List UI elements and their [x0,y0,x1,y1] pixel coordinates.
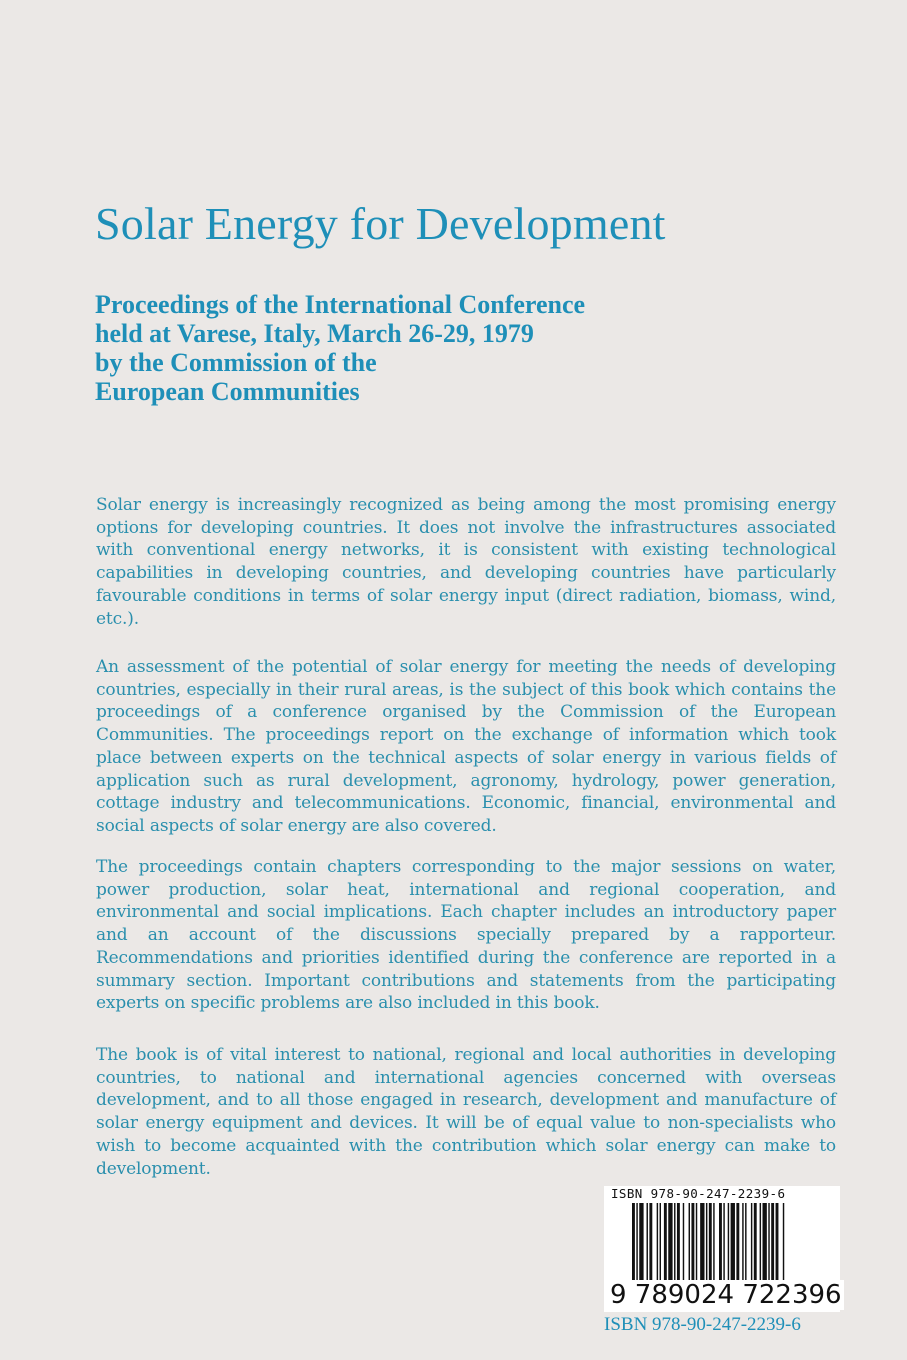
barcode-bar [754,1203,757,1281]
barcode-bar [731,1203,735,1281]
description-paragraph-4: The book is of vital interest to national, regional and local authorities in developing countries, to national and international agencies concerned with overseas development, and to all those engaged in research, development and manufacture of solar energy equipment and devices. It will be of equal value to non-specialists who wish to become acquainted with the contribution which solar energy can make to development. [96,1045,836,1179]
barcode-bar [639,1203,643,1281]
barcode-bar [736,1203,739,1281]
barcode-bar [706,1203,707,1291]
isbn-barcode [604,1186,840,1312]
conference-subtitle [95,290,585,406]
barcode-bar [677,1203,680,1281]
barcode-bar [763,1203,767,1281]
barcode-bar [691,1203,694,1281]
barcode-bars-icon [632,1203,828,1291]
barcode-bar [713,1203,714,1281]
description-paragraph-2: An assessment of the potential of solar energy for meeting the needs of developing countries, especially in their rural areas, is the subject of this book which contains the proceedings of a conference organised by the Commission of the European Communities. The proceedings report on the exchange of information which took place between experts on the technical aspects of solar energy in various fields of application such as rural development, agronomy, hydrology, power generation, cottage industry and telecommunications. Economic, financial, environmental and social aspects of solar energy are also covered. [96,657,836,836]
barcode-bar [674,1203,675,1281]
barcode-bar [664,1203,667,1281]
description-paragraph-3: The proceedings contain chapters corresponding to the major sessions on water, power production, solar heat, international and regional cooperation, and environmental and social implications. Each chapter includes an introductory paper and an account of the discussions specially prepared by a rapporteur. Recommendations and priorities identified during the conference are reported in a summary section. Important contributions and statements from the participating experts on specific problems are also included in this book. [96,857,836,1014]
barcode-bar [719,1203,722,1281]
barcode-bar [723,1203,724,1281]
barcode-bar [751,1203,752,1281]
barcode-bar [683,1203,684,1281]
barcode-bar [660,1203,661,1281]
barcode-bar [760,1203,761,1281]
barcode-bar [700,1203,704,1281]
barcode-bar [745,1203,746,1281]
barcode-ean-digits: 9 789024 722396 [610,1280,842,1310]
barcode-bar [657,1203,658,1281]
barcode-bar [632,1203,635,1291]
barcode-bar [783,1203,784,1281]
barcode-bar [728,1203,729,1281]
barcode-bar [636,1203,637,1291]
book-title: Solar Energy for Development [95,198,666,249]
barcode-bar [768,1203,769,1281]
subtitle-line: European Communities [95,377,360,406]
barcode-bar [647,1203,648,1281]
subtitle-line: held at Varese, Italy, March 26-29, 1979 [95,319,534,348]
barcode-isbn-label: ISBN 978-90-247-2239-6 [611,1186,786,1201]
subtitle-line: by the Commission of the [95,348,377,377]
description-paragraph-1: Solar energy is increasingly recognized as being among the most promising energy options for developing countries. It does not involve the infrastructures associated with conventional energy networks, it is consistent with existing technological capabilities in developing countries, and developing countries have particularly favourable conditions in terms of solar energy input (direct radiation, biomass, wind, etc.). [96,495,836,629]
subtitle-line: Proceedings of the International Conference [95,290,586,319]
barcode-bar [776,1203,779,1281]
barcode-bar [742,1203,743,1281]
barcode-bar [771,1203,774,1281]
barcode-bar [709,1203,712,1291]
barcode-bar [668,1203,672,1281]
barcode-bar [689,1203,690,1281]
isbn-footer: ISBN 978-90-247-2239-6 [604,1314,801,1335]
barcode-bar [696,1203,697,1281]
barcode-bar [649,1203,652,1281]
